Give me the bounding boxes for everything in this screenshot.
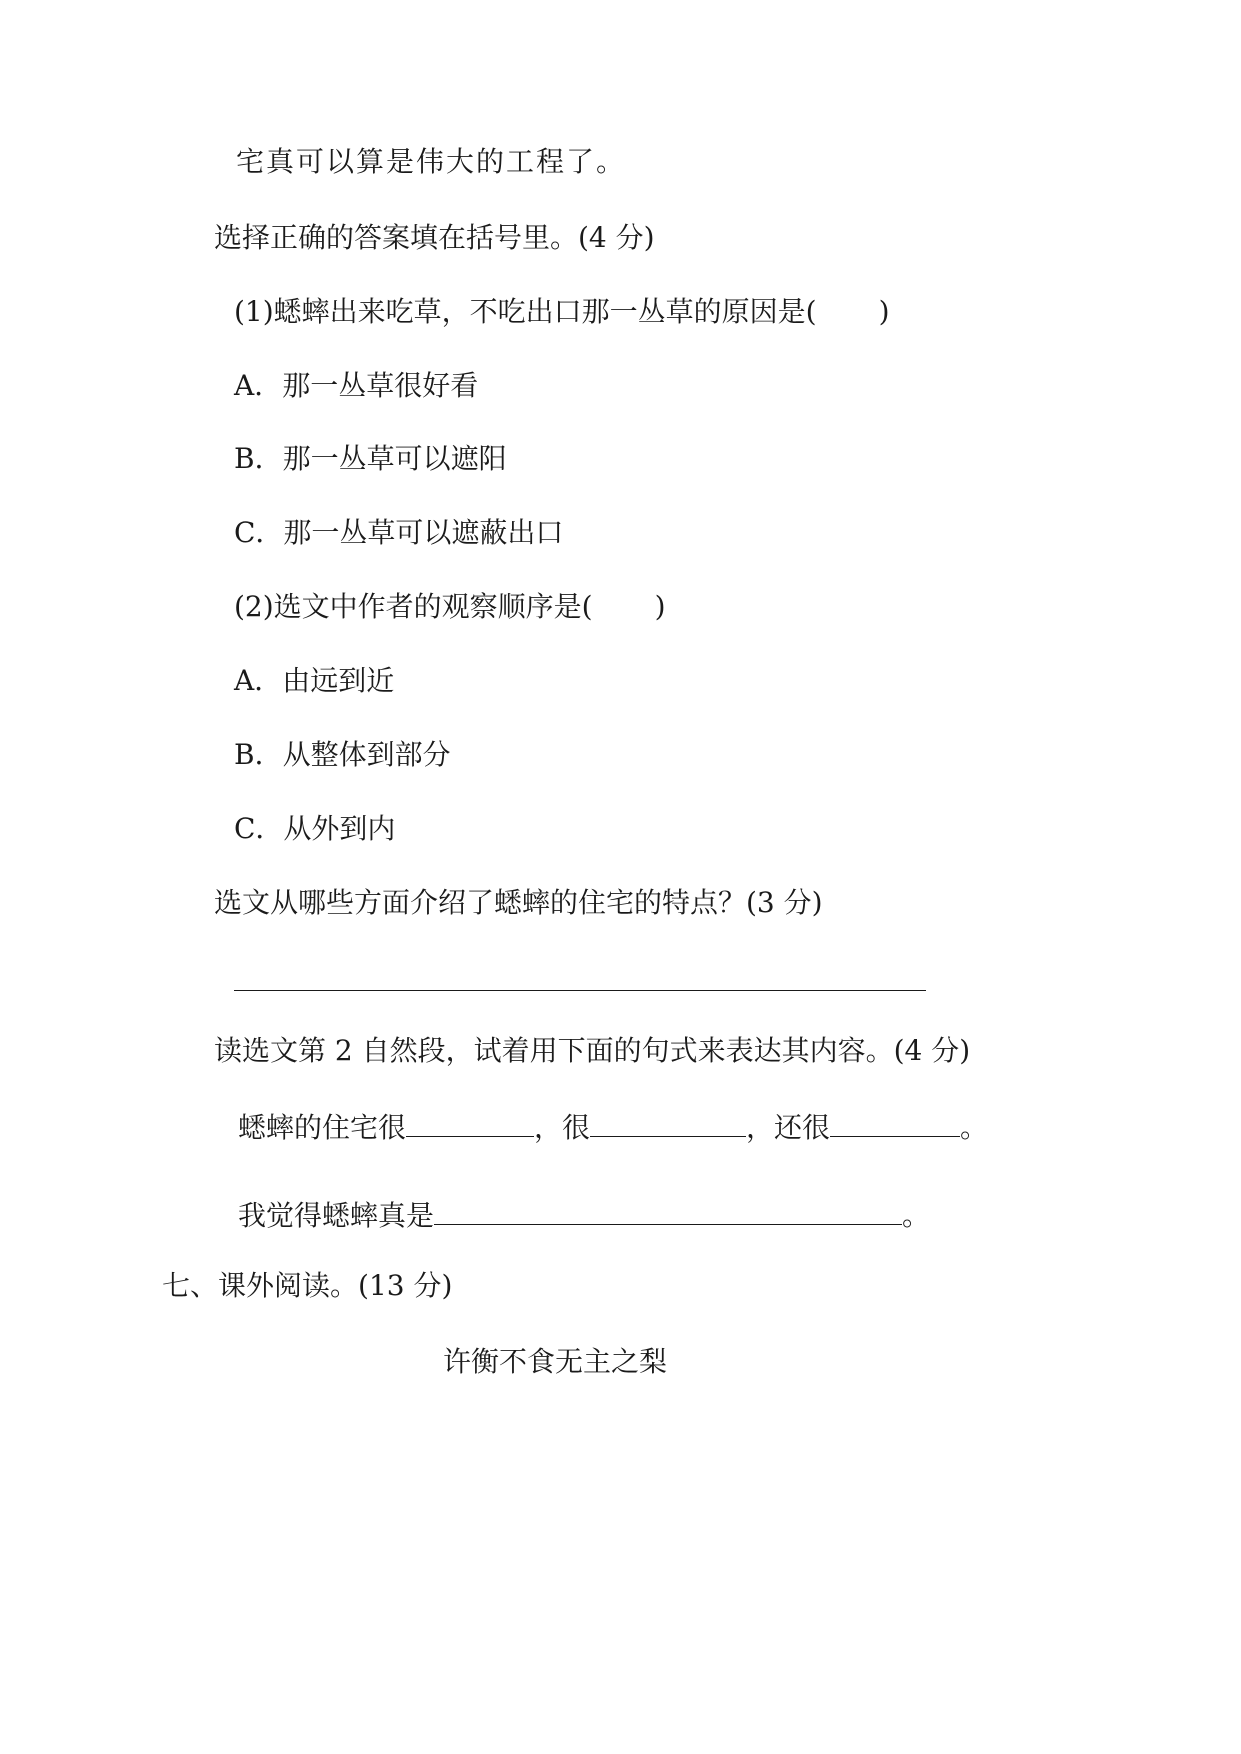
rewrite-s1-part2: ，很	[534, 1111, 591, 1144]
choice-q1-option-a: A．那一丛草很好看	[234, 369, 479, 402]
choice-q2-option-b: B．从整体到部分	[234, 738, 451, 771]
choice-q1-option-b: B．那一丛草可以遮阳	[234, 442, 507, 475]
aspects-question-prompt: 选文从哪些方面介绍了蟋蟀的住宅的特点？(3 分)	[214, 886, 823, 919]
rewrite-s2-part1: 我觉得蟋蟀真是	[238, 1199, 435, 1232]
choice-q1-close-paren: )	[878, 295, 890, 328]
choice-q1-stem	[234, 294, 890, 330]
rewrite-s1-part1: 蟋蟀的住宅很	[238, 1111, 407, 1144]
choice-question-prompt: 选择正确的答案填在括号里。(4 分)	[214, 221, 655, 254]
rewrite-sentence-2	[238, 1196, 930, 1234]
rewrite-sentence-1	[238, 1108, 988, 1146]
choice-q2-option-a: A．由远到近	[234, 664, 395, 697]
rewrite-s1-blank2[interactable]	[590, 1108, 746, 1137]
section-7-score: (13 分)	[358, 1269, 453, 1302]
rewrite-s1-part3: ，还很	[746, 1111, 831, 1144]
aspects-answer-line[interactable]	[234, 990, 926, 991]
section-7-heading	[162, 1268, 452, 1304]
choice-q1-stem-text: (1)蟋蟀出来吃草，不吃出口那一丛草的原因是(	[234, 295, 817, 328]
rewrite-s1-blank3[interactable]	[830, 1108, 960, 1137]
rewrite-s2-blank[interactable]	[434, 1196, 902, 1225]
choice-q2-option-c: C．从外到内	[234, 812, 396, 845]
section-7-title: 七、课外阅读。	[162, 1269, 359, 1302]
rewrite-s1-end: 。	[960, 1111, 989, 1144]
choice-q2-stem-text: (2)选文中作者的观察顺序是(	[234, 590, 593, 623]
story-title: 许衡不食无主之梨	[442, 1345, 667, 1378]
passage-tail: 宅真可以算是伟大的工程了。	[236, 145, 627, 178]
choice-q1-option-c: C．那一丛草可以遮蔽出口	[234, 516, 564, 549]
rewrite-question-prompt: 读选文第 2 自然段，试着用下面的句式来表达其内容。(4 分)	[214, 1034, 971, 1067]
choice-q2-stem	[234, 589, 666, 625]
rewrite-s1-blank1[interactable]	[406, 1108, 534, 1137]
rewrite-s2-end: 。	[902, 1199, 931, 1232]
choice-q2-close-paren: )	[654, 590, 666, 623]
